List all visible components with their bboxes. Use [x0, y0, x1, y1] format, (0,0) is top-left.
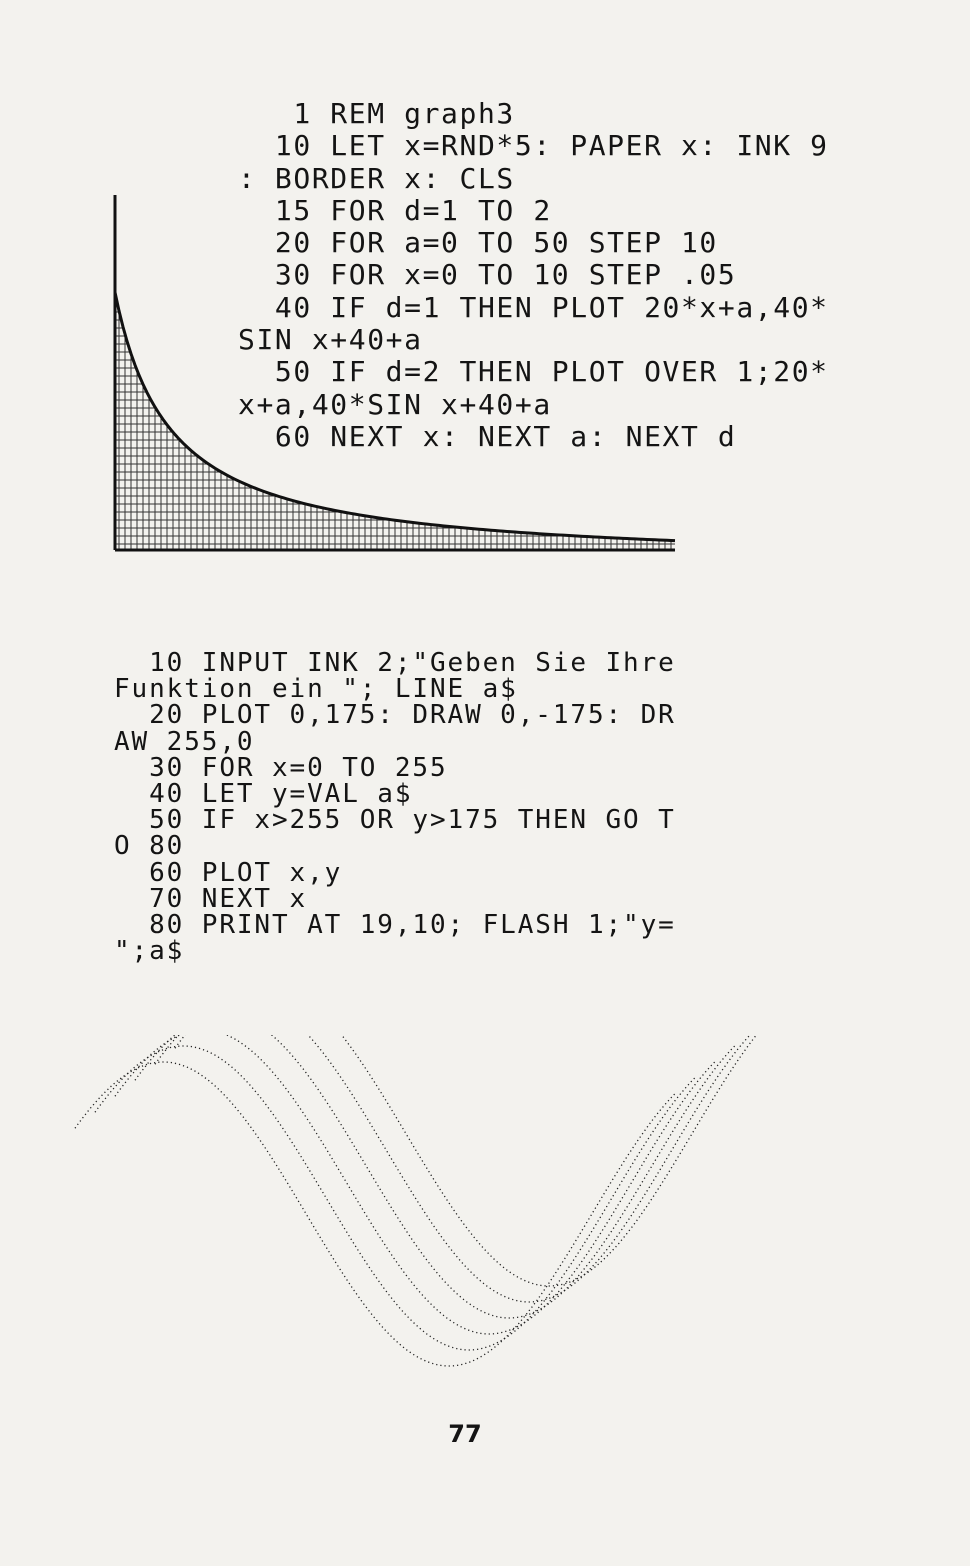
code-line: 60 PLOT x,y — [114, 857, 343, 888]
code-line: 40 LET y=VAL a$ — [114, 779, 413, 810]
sine-waves-figure — [70, 1035, 870, 1395]
page-number: 77 — [448, 1420, 482, 1448]
code-line: SIN x+40+a — [238, 323, 423, 357]
code-line: 50 IF d=2 THEN PLOT OVER 1;20* — [238, 355, 829, 389]
sine-wave-4 — [135, 1035, 735, 1318]
code-line: 1 REM graph3 — [238, 97, 515, 130]
code-line: AW 255,0 — [114, 726, 255, 757]
code-line: ";a$ — [114, 936, 185, 967]
sine-wave-1 — [75, 1062, 675, 1366]
code-line: 20 PLOT 0,175: DRAW 0,-175: DR — [114, 700, 676, 731]
sine-wave-3 — [115, 1035, 715, 1334]
code-listing-function-plotter — [114, 648, 676, 967]
code-line: : BORDER x: CLS — [238, 161, 515, 195]
code-line: 50 IF x>255 OR y>175 THEN GO T — [114, 805, 676, 836]
code-line: x+a,40*SIN x+40+a — [238, 387, 552, 421]
code-line: 30 FOR x=0 TO 255 — [114, 752, 448, 783]
code-line: 60 NEXT x: NEXT a: NEXT d — [238, 419, 737, 453]
sine-wave-2 — [95, 1046, 695, 1350]
code-line: 70 NEXT x — [114, 883, 308, 914]
code-line: 20 FOR a=0 TO 50 STEP 10 — [238, 226, 718, 260]
code-line: 15 FOR d=1 TO 2 — [238, 193, 552, 227]
code-line: 10 INPUT INK 2;"Geben Sie Ihre — [114, 648, 676, 678]
code-line: 40 IF d=1 THEN PLOT 20*x+a,40* — [238, 290, 829, 324]
code-line: 30 FOR x=0 TO 10 STEP .05 — [238, 258, 737, 292]
sine-wave-5 — [155, 1035, 755, 1302]
code-listing-graph3 — [238, 98, 829, 453]
code-line: Funktion ein "; LINE a$ — [114, 674, 518, 705]
sine-wave-6 — [175, 1035, 775, 1286]
code-line: O 80 — [114, 831, 185, 862]
code-line: 80 PRINT AT 19,10; FLASH 1;"y= — [114, 910, 676, 941]
code-line: 10 LET x=RND*5: PAPER x: INK 9 — [238, 129, 829, 163]
